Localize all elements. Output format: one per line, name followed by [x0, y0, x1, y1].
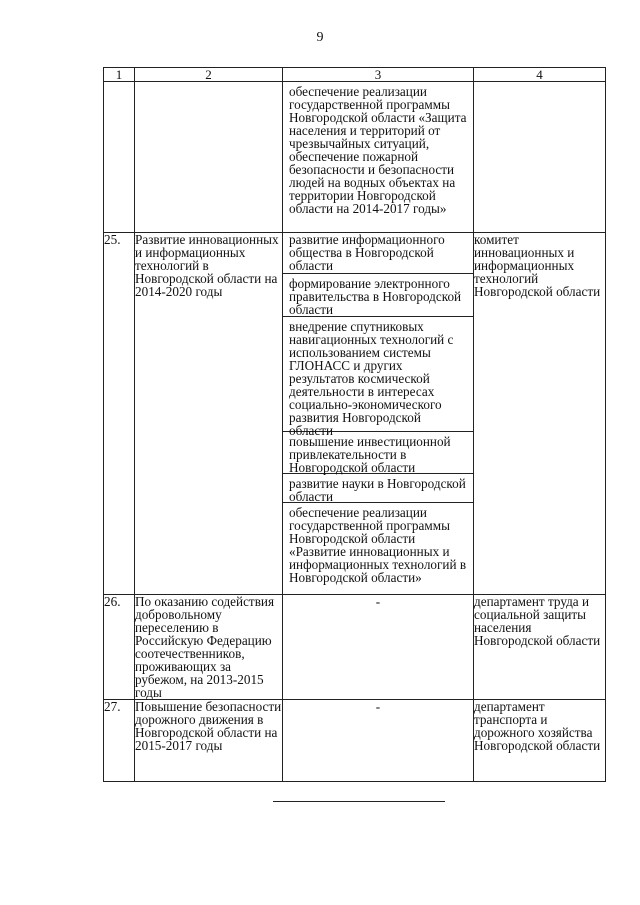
footer-divider	[273, 801, 445, 802]
subprograms-cell	[283, 233, 474, 595]
subprogram-dash: -	[283, 700, 474, 782]
page-number: 9	[316, 30, 324, 45]
subprogram-item: формирование электронного правительства в Новгородской области	[283, 274, 473, 317]
header-col-3: 3	[283, 68, 474, 82]
responsible-body: департамент транспорта и дорожного хозяйства Новгородской области	[474, 700, 606, 782]
header-row	[104, 68, 606, 82]
header-col-4: 4	[474, 68, 606, 82]
table-row-26	[104, 595, 606, 700]
subprogram-item: внедрение спутниковых навигационных технологий с использованием системы ГЛОНАСС и других результатов космической деятельности в интересах социально-экономического развития Новгородской области	[283, 317, 473, 432]
subprogram-item: обеспечение реализации государственной программы Новгородской области «Развитие инновационных и информационных технологий в Новгородской области»	[289, 505, 467, 585]
responsible-body: департамент труда и социальной защиты населения Новгородской области	[474, 595, 606, 700]
row-number: 25.	[104, 233, 135, 595]
subprogram-dash: -	[283, 595, 474, 700]
row-number: 26.	[104, 595, 135, 700]
subprogram-item: развитие информационного общества в Новгородской области	[283, 233, 473, 274]
header-col-1: 1	[104, 68, 135, 82]
table-row-27	[104, 700, 606, 782]
row-number: 27.	[104, 700, 135, 782]
responsible-body: комитет инновационных и информационных технологий Новгородской области	[474, 233, 606, 595]
header-col-2: 2	[135, 68, 283, 82]
subprogram-item: повышение инвестиционной привлекательности в Новгородской области	[283, 432, 473, 474]
continuation-subprogram: обеспечение реализации государственной программы Новгородской области «Защита населения и территорий от чрезвычайных ситуаций, обеспечение пожарной безопасности и безопасности людей на водных объектах на территории Новгородской области на 2014-2017 годы»	[289, 84, 467, 216]
program-name: Развитие инновационных и информационных технологий в Новгородской области на 2014-2020 годы	[135, 233, 283, 595]
table-row-25	[104, 233, 606, 595]
program-name: По оказанию содействия добровольному переселению в Российскую Федерацию соотечественников, проживающих за рубежом, на 2013-2015 годы	[135, 595, 283, 700]
table-row-continuation	[104, 82, 606, 233]
program-name: Повышение безопасности дорожного движения в Новгородской области на 2015-2017 годы	[135, 700, 283, 782]
programs-table	[103, 67, 606, 782]
subprogram-item: развитие науки в Новгородской области	[283, 474, 473, 503]
